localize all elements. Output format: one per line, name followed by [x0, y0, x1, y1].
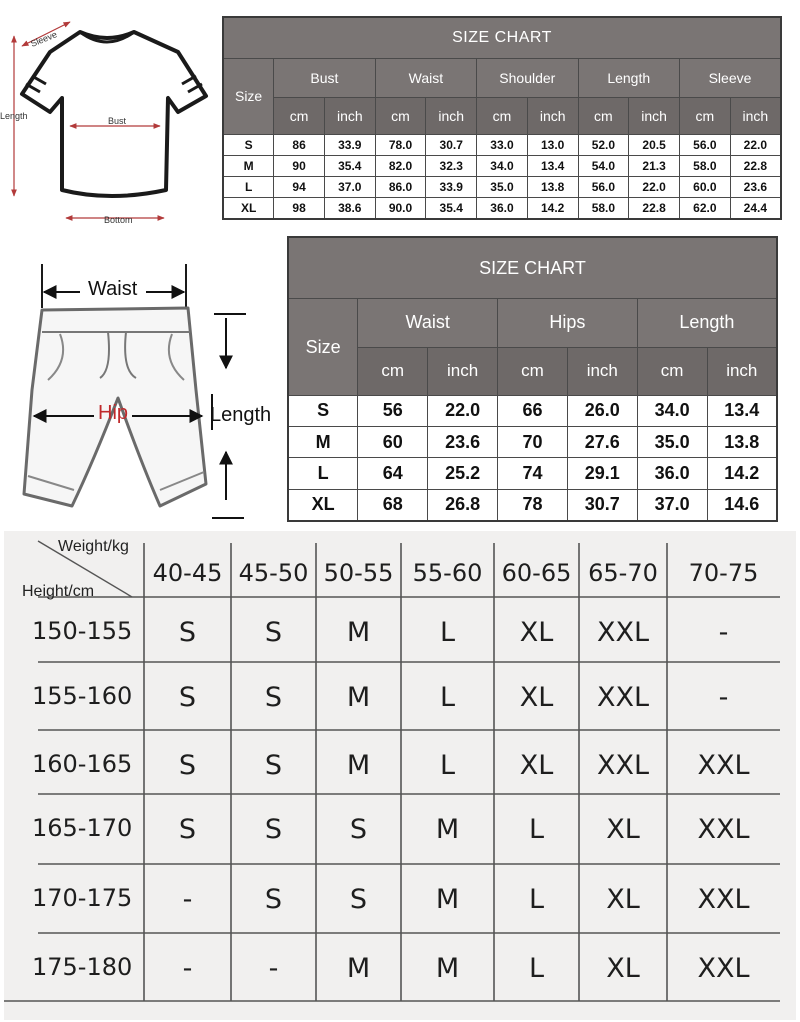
size-label-cell: M — [288, 427, 358, 458]
measurement-cell: 36.0 — [637, 458, 707, 489]
recommended-size-cell: S — [178, 682, 197, 713]
unit-header: inch — [527, 98, 578, 134]
table-row — [223, 155, 781, 176]
measurement-cell: 37.0 — [324, 176, 375, 197]
recommended-size-cell: M — [346, 750, 371, 781]
tshirt-size-rows — [223, 134, 781, 219]
measurement-cell: 62.0 — [679, 197, 730, 219]
unit-header: cm — [358, 347, 428, 395]
measurement-cell: 13.0 — [527, 134, 578, 155]
recommended-size-cell: XL — [519, 617, 554, 648]
measurement-cell: 38.6 — [324, 197, 375, 219]
measurement-cell: 37.0 — [637, 489, 707, 521]
measurement-cell: 30.7 — [567, 489, 637, 521]
measurement-cell: 82.0 — [375, 155, 426, 176]
group-header: Hips — [498, 299, 638, 347]
measurement-cell: 90.0 — [375, 197, 426, 219]
recommended-size-cell: S — [264, 750, 283, 781]
measurement-cell: 14.2 — [707, 458, 777, 489]
unit-header: inch — [426, 98, 477, 134]
unit-header: inch — [567, 347, 637, 395]
measurement-cell: 86 — [274, 134, 325, 155]
measurement-cell: 21.3 — [629, 155, 680, 176]
group-header: Bust — [274, 58, 375, 97]
group-header: Shoulder — [477, 58, 578, 97]
height-range-header: 160-165 — [32, 750, 133, 778]
measurement-cell: 86.0 — [375, 176, 426, 197]
weight-range-header: 65-70 — [588, 559, 658, 587]
unit-header: cm — [679, 98, 730, 134]
measurement-cell: 78.0 — [375, 134, 426, 155]
measurement-cell: 33.9 — [324, 134, 375, 155]
measurement-cell: 66 — [498, 395, 568, 426]
recommended-size-cell: M — [435, 884, 460, 915]
recommended-size-cell: M — [435, 953, 460, 984]
sleeve-label: Sleeve — [29, 29, 59, 49]
size-recommendation-section — [4, 531, 796, 1020]
measurement-cell: 90 — [274, 155, 325, 176]
measurement-cell: 56.0 — [578, 176, 629, 197]
height-range-header: 150-155 — [32, 617, 133, 645]
unit-header: cm — [498, 347, 568, 395]
weight-range-header: 55-60 — [412, 559, 483, 587]
measurement-cell: 35.4 — [324, 155, 375, 176]
recommended-size-cell: XXL — [697, 750, 750, 781]
tshirt-outline — [22, 32, 206, 196]
unit-header: cm — [274, 98, 325, 134]
table-row — [223, 197, 781, 219]
measurement-cell: 24.4 — [730, 197, 781, 219]
recommended-size-cell: S — [264, 814, 283, 845]
group-header: Sleeve — [679, 58, 781, 97]
measurement-cell: 33.9 — [426, 176, 477, 197]
measurement-cell: 64 — [358, 458, 428, 489]
measurement-cell: 32.3 — [426, 155, 477, 176]
height-range-header: 175-180 — [32, 953, 133, 981]
group-header: Length — [637, 299, 777, 347]
measurement-cell: 68 — [358, 489, 428, 521]
recommended-size-cell: S — [264, 617, 283, 648]
size-label-cell: L — [288, 458, 358, 489]
measurement-cell: 22.0 — [730, 134, 781, 155]
recommended-size-cell: S — [178, 750, 197, 781]
unit-header: cm — [477, 98, 528, 134]
measurement-cell: 78 — [498, 489, 568, 521]
length-label: Length — [210, 404, 272, 426]
recommended-size-cell: L — [439, 682, 456, 713]
shorts-size-chart — [287, 236, 778, 522]
measurement-cell: 14.2 — [527, 197, 578, 219]
length-label: Length — [0, 111, 28, 121]
recommended-size-cell: XL — [606, 953, 640, 984]
measurement-cell: 60 — [358, 427, 428, 458]
recommended-size-cell: XXL — [596, 617, 650, 648]
measurement-cell: 14.6 — [707, 489, 777, 521]
measurement-cell: 29.1 — [567, 458, 637, 489]
measurement-cell: 22.8 — [629, 197, 680, 219]
bottom-label: Bottom — [104, 215, 133, 225]
measurement-cell: 56.0 — [679, 134, 730, 155]
recommended-size-cell: S — [349, 884, 368, 915]
measurement-cell: 58.0 — [578, 197, 629, 219]
measurement-cell: 26.8 — [428, 489, 498, 521]
recommended-size-cell: - — [182, 953, 193, 984]
measurement-cell: 13.4 — [527, 155, 578, 176]
size-label-cell: XL — [223, 197, 274, 219]
tshirt-size-chart — [222, 16, 782, 220]
size-chart-title: SIZE CHART — [223, 17, 781, 58]
measurement-cell: 52.0 — [578, 134, 629, 155]
measurement-cell: 74 — [498, 458, 568, 489]
measurement-cell: 13.8 — [527, 176, 578, 197]
measurement-cell: 36.0 — [477, 197, 528, 219]
recommended-size-cell: M — [346, 617, 371, 648]
recommended-size-cell: XL — [519, 750, 554, 781]
height-range-header: 170-175 — [32, 884, 133, 912]
size-label-cell: XL — [288, 489, 358, 521]
unit-header: cm — [637, 347, 707, 395]
table-row — [288, 458, 777, 489]
size-label-cell: S — [288, 395, 358, 426]
recommended-size-cell: XXL — [697, 814, 750, 845]
table-row — [288, 427, 777, 458]
measurement-cell: 13.8 — [707, 427, 777, 458]
recommended-size-cell: - — [182, 884, 193, 915]
unit-header: cm — [375, 98, 426, 134]
measurement-cell: 58.0 — [679, 155, 730, 176]
measurement-cell: 94 — [274, 176, 325, 197]
hip-label: Hip — [98, 402, 129, 424]
recommended-size-cell: - — [718, 682, 729, 713]
measurement-cell: 98 — [274, 197, 325, 219]
measurement-cell: 23.6 — [428, 427, 498, 458]
recommended-size-cell: XL — [606, 884, 640, 915]
unit-header: cm — [578, 98, 629, 134]
measurement-cell: 25.2 — [428, 458, 498, 489]
table-row — [223, 176, 781, 197]
weight-range-header: 50-55 — [323, 559, 394, 587]
recommended-size-cell: M — [346, 682, 371, 713]
recommended-size-cell: - — [718, 617, 729, 648]
unit-header: inch — [707, 347, 777, 395]
recommended-size-cell: XL — [519, 682, 554, 713]
unit-header: inch — [324, 98, 375, 134]
measurement-cell: 54.0 — [578, 155, 629, 176]
measurement-cell: 20.5 — [629, 134, 680, 155]
size-chart-title: SIZE CHART — [288, 237, 777, 299]
size-label-cell: L — [223, 176, 274, 197]
recommended-size-cell: S — [264, 682, 283, 713]
weight-axis-label: Weight/kg — [58, 538, 129, 555]
weight-range-header: 70-75 — [688, 559, 759, 587]
size-header: Size — [288, 299, 358, 396]
measurement-cell: 35.0 — [637, 427, 707, 458]
weight-range-header: 45-50 — [238, 559, 309, 587]
size-label-cell: M — [223, 155, 274, 176]
measurement-cell: 27.6 — [567, 427, 637, 458]
recommended-size-cell: L — [439, 750, 456, 781]
height-range-header: 165-170 — [32, 814, 133, 842]
measurement-cell: 30.7 — [426, 134, 477, 155]
table-row — [223, 134, 781, 155]
measurement-cell: 22.0 — [428, 395, 498, 426]
measurement-cell: 35.4 — [426, 197, 477, 219]
recommended-size-cell: L — [528, 953, 545, 984]
measurement-cell: 56 — [358, 395, 428, 426]
unit-header: inch — [629, 98, 680, 134]
recommended-size-cell: XXL — [697, 953, 750, 984]
recommended-size-cell: S — [264, 884, 283, 915]
size-label-cell: S — [223, 134, 274, 155]
measurement-cell: 34.0 — [637, 395, 707, 426]
measurement-cell: 22.0 — [629, 176, 680, 197]
measurement-cell: 35.0 — [477, 176, 528, 197]
recommended-size-cell: XL — [606, 814, 640, 845]
recommended-size-cell: XXL — [596, 750, 650, 781]
recommended-size-cell: S — [178, 617, 197, 648]
table-row — [288, 395, 777, 426]
recommended-size-cell: S — [349, 814, 368, 845]
measurement-cell: 70 — [498, 427, 568, 458]
table-row — [288, 489, 777, 521]
shorts-figure — [0, 250, 280, 530]
recommended-size-cell: XXL — [697, 884, 750, 915]
size-header: Size — [223, 58, 274, 134]
recommended-size-cell: XXL — [596, 682, 650, 713]
recommended-size-cell: L — [528, 884, 545, 915]
height-range-header: 155-160 — [32, 682, 133, 710]
recommended-size-cell: S — [178, 814, 197, 845]
group-header: Waist — [358, 299, 498, 347]
recommended-size-cell: M — [346, 953, 371, 984]
measurement-cell: 13.4 — [707, 395, 777, 426]
measurement-cell: 60.0 — [679, 176, 730, 197]
recommended-size-cell: L — [528, 814, 545, 845]
bust-label: Bust — [108, 116, 127, 126]
height-axis-label: Height/cm — [22, 583, 95, 600]
recommended-size-cell: M — [435, 814, 460, 845]
recommended-size-cell: - — [268, 953, 279, 984]
weight-range-header: 60-65 — [501, 559, 572, 587]
group-header: Length — [578, 58, 679, 97]
measurement-cell: 34.0 — [477, 155, 528, 176]
measurement-cell: 33.0 — [477, 134, 528, 155]
measurement-cell: 22.8 — [730, 155, 781, 176]
shorts-size-rows — [288, 395, 777, 521]
unit-header: inch — [428, 347, 498, 395]
weight-range-header: 40-45 — [152, 559, 223, 587]
group-header: Waist — [375, 58, 476, 97]
measurement-cell: 26.0 — [567, 395, 637, 426]
measurement-cell: 23.6 — [730, 176, 781, 197]
recommended-size-cell: L — [439, 617, 456, 648]
waist-label: Waist — [88, 278, 138, 300]
unit-header: inch — [730, 98, 781, 134]
